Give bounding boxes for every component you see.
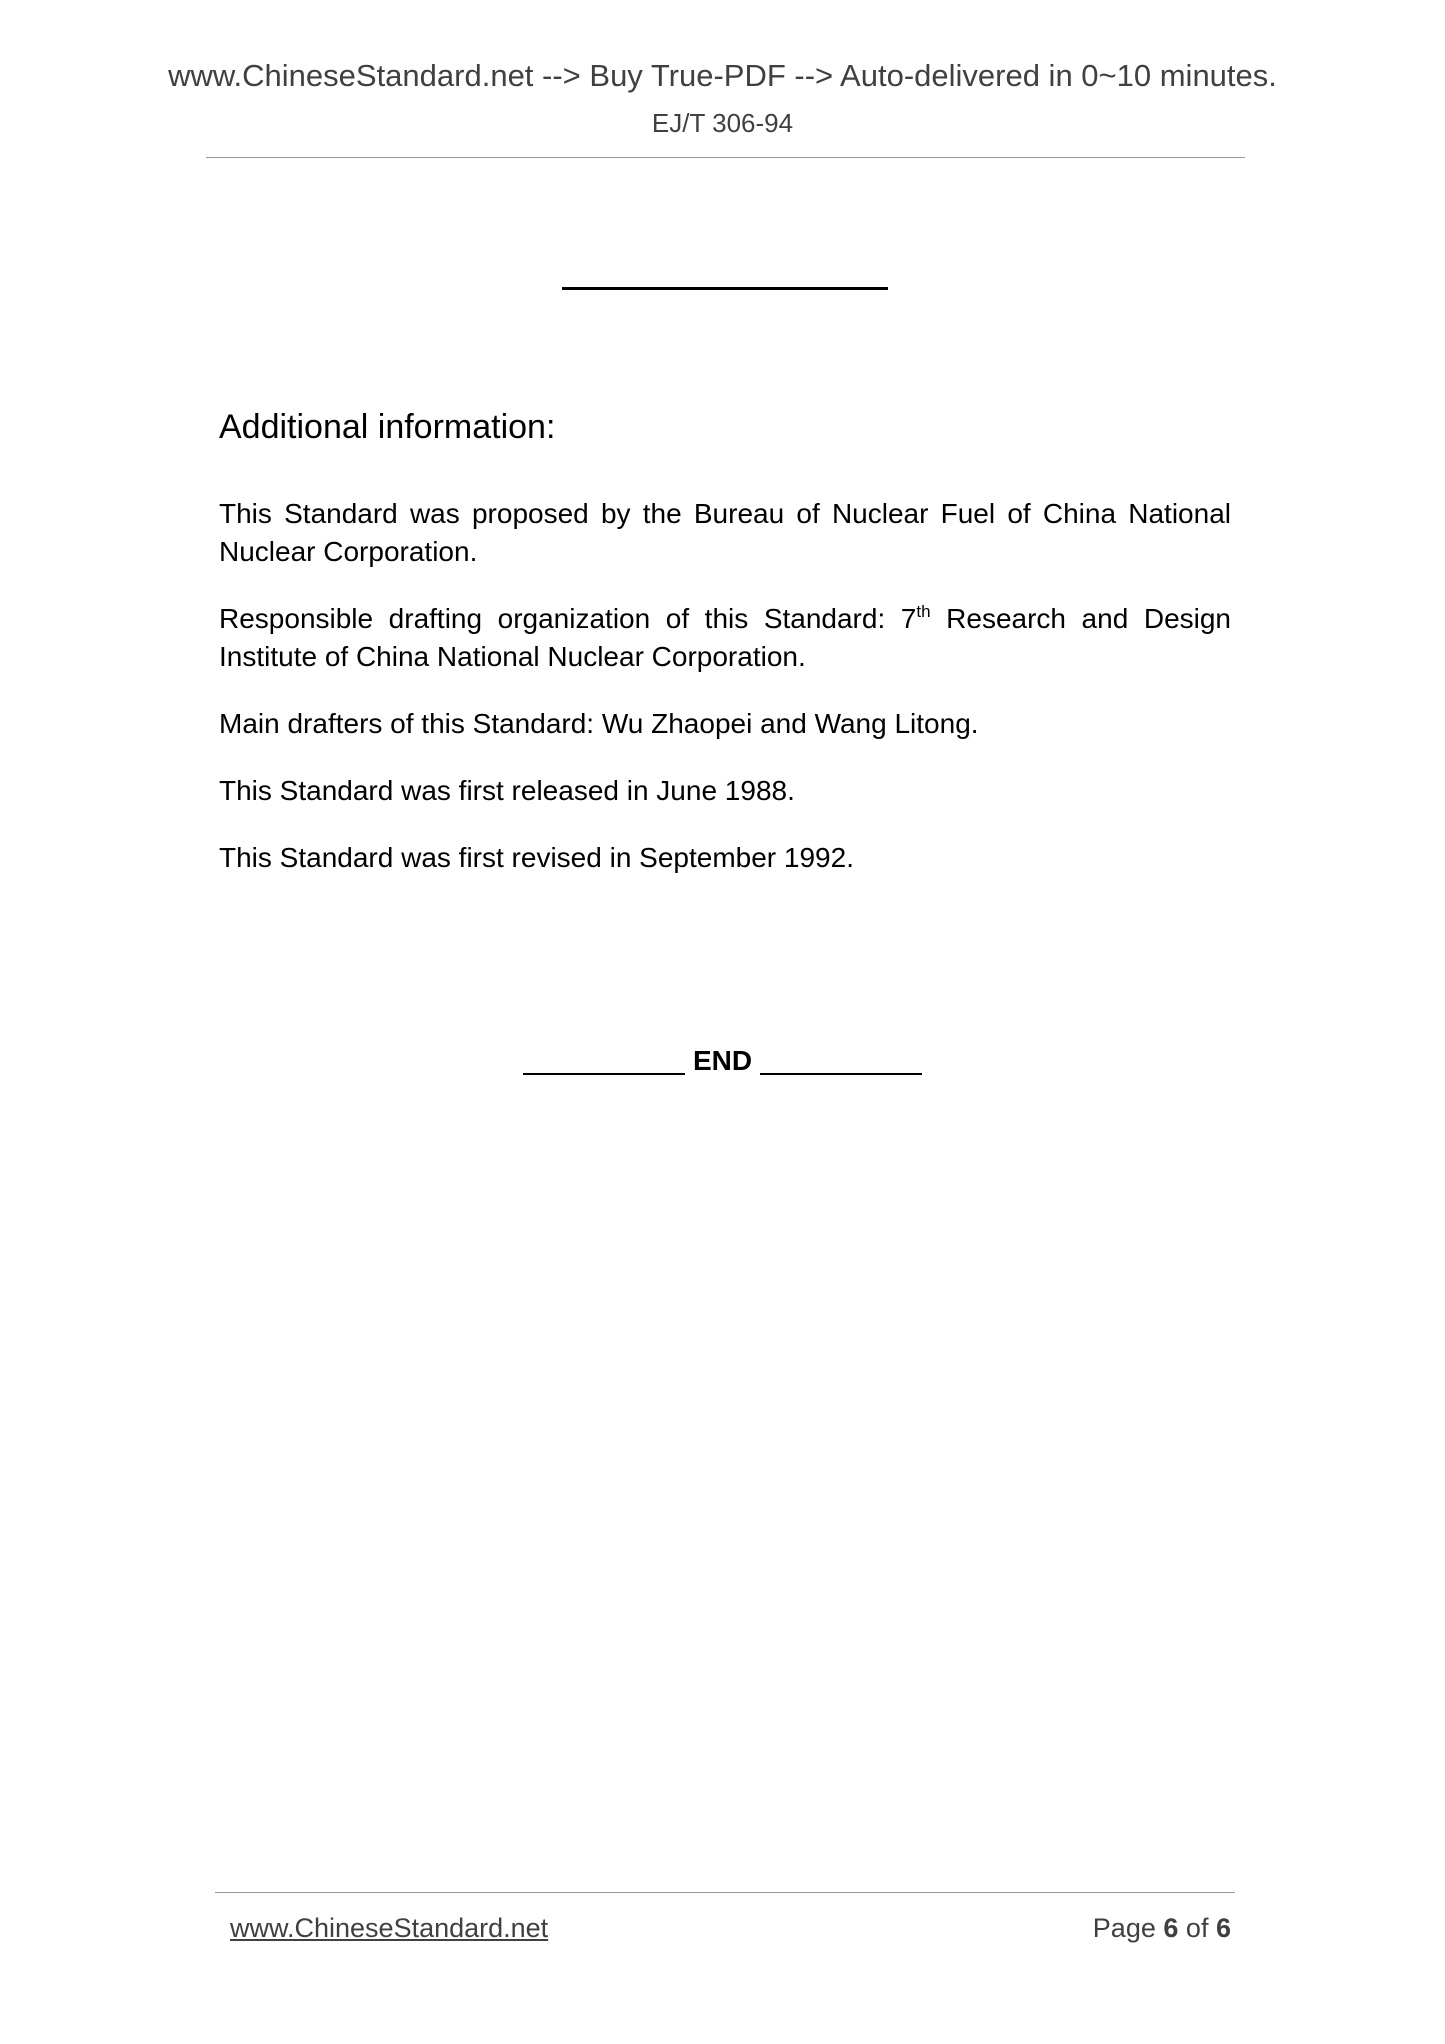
page-total: 6: [1215, 1913, 1231, 1943]
section-title: Additional information:: [219, 408, 556, 446]
drafting-org-text-start: Responsible drafting organization of this Standard: 7: [219, 603, 917, 634]
footer-divider: [215, 1892, 1235, 1893]
paragraph-proposed-by: This Standard was proposed by the Bureau of Nuclear Fuel of China National Nuclear Corporation.: [219, 498, 1231, 567]
paragraph-first-revised: This Standard was first revised in September 1992.: [219, 842, 854, 873]
end-line-left: [523, 1073, 685, 1075]
end-marker: [0, 1045, 1445, 1077]
paragraph-first-released: This Standard was first released in June 1988.: [219, 775, 795, 806]
page-label: Page: [1092, 1913, 1156, 1943]
end-text: END: [692, 1045, 753, 1076]
section-separator-rule: [562, 287, 888, 290]
end-line-right: [760, 1073, 922, 1075]
document-code: EJ/T 306-94: [651, 108, 794, 138]
paragraph-main-drafters: Main drafters of this Standard: Wu Zhaopei and Wang Litong.: [219, 708, 979, 739]
page-current: 6: [1163, 1913, 1179, 1943]
ordinal-suffix: th: [916, 602, 931, 621]
page-indicator: [1040, 1913, 1231, 1944]
header-banner: www.ChineseStandard.net --> Buy True-PDF --> Auto-delivered in 0~10 minutes.: [168, 58, 1277, 93]
page-of: of: [1185, 1913, 1209, 1943]
footer-website-link[interactable]: www.ChineseStandard.net: [230, 1913, 549, 1943]
paragraph-drafting-organization: [219, 600, 1231, 676]
drafting-org-text-end: Research and Design Institute of China National Nuclear Corporation.: [219, 603, 1232, 672]
header-divider: [206, 157, 1245, 158]
